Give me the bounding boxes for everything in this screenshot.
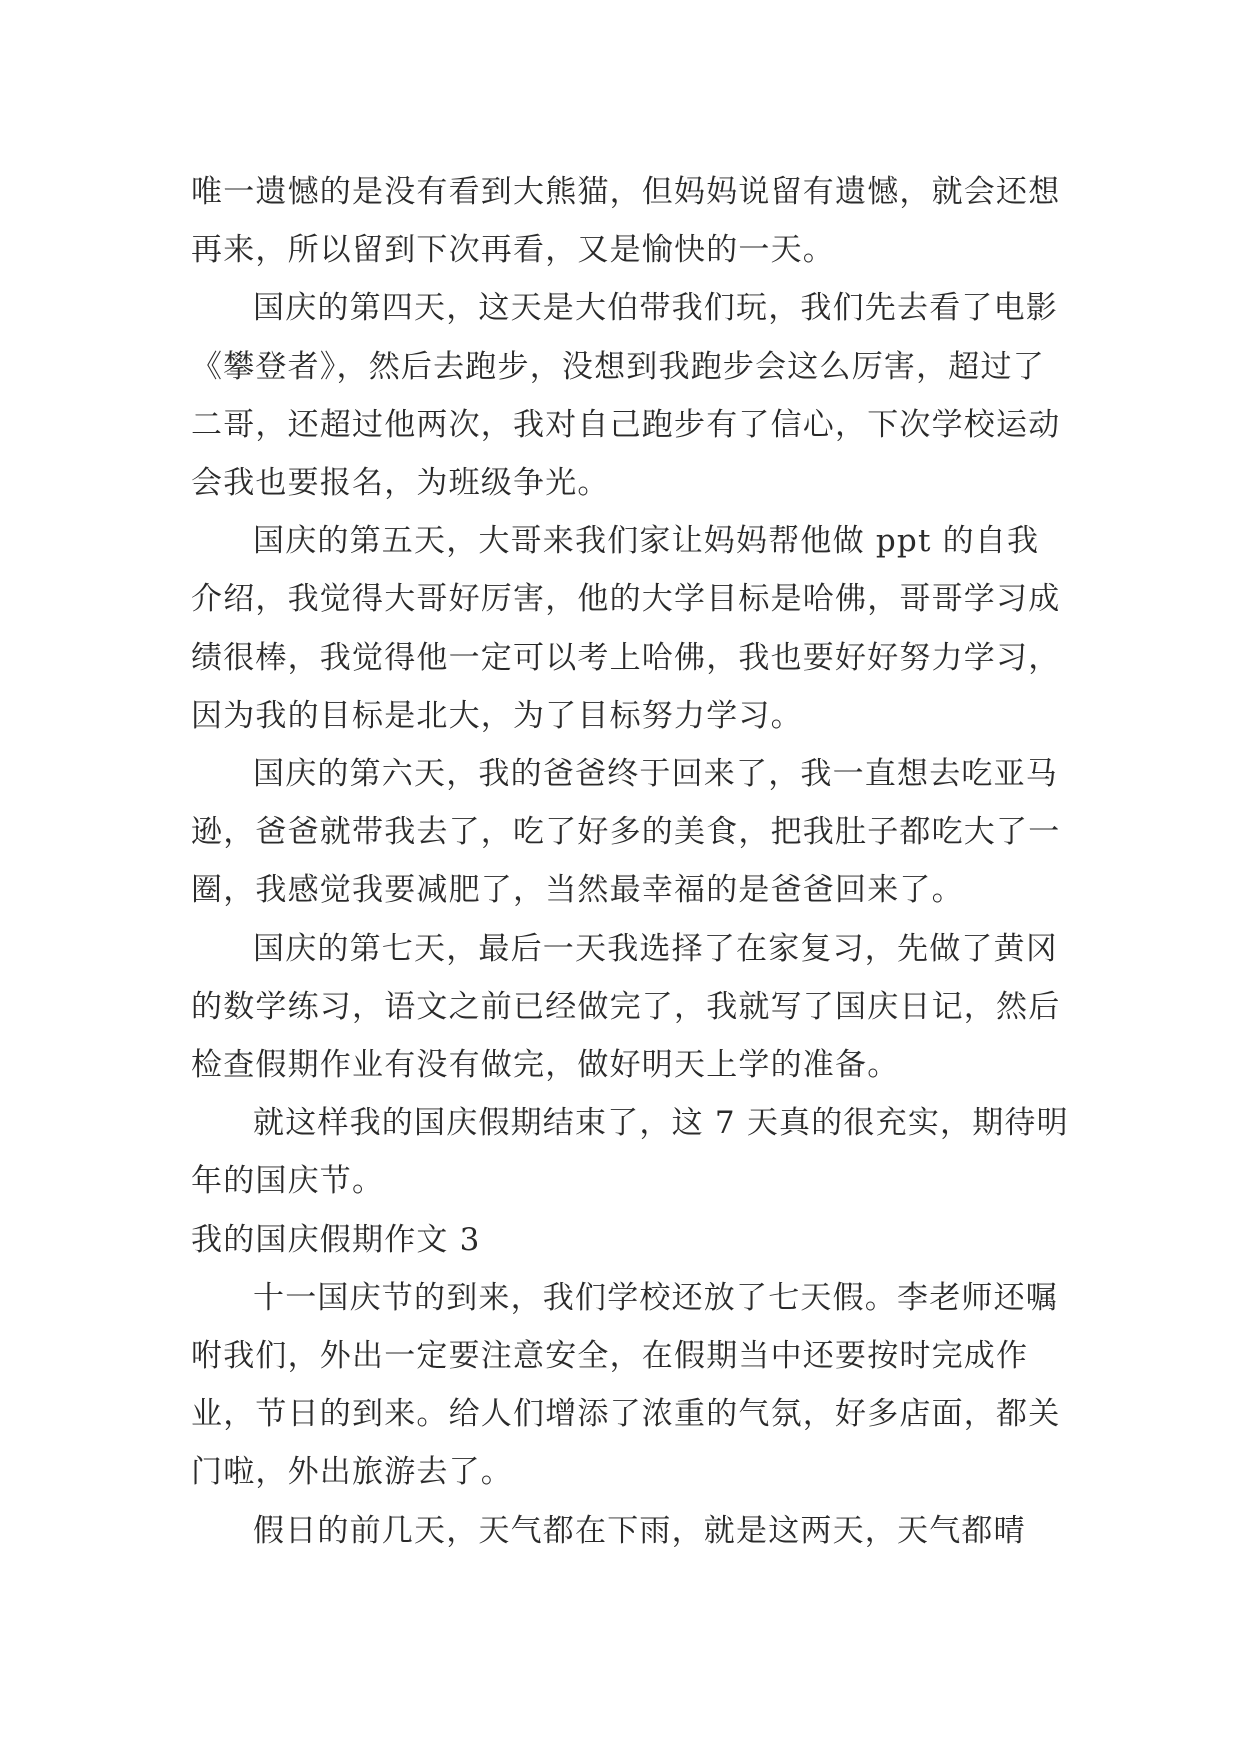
paragraph: 十一国庆节的到来，我们学校还放了七天假。李老师还嘱咐我们，外出一定要注意安全，在假期当中还要按时完成作业，节日的到来。给人们增添了浓重的气氛，好多店面，都关门啦，外出旅游去了。 xyxy=(191,1279,1061,1491)
paragraph: 国庆的第五天，大哥来我们家让妈妈帮他做 ppt 的自我介绍，我觉得大哥好厉害，他的大学目标是哈佛，哥哥学习成绩很棒，我觉得他一定可以考上哈佛，我也要好好努力学习，因为我的目标是北大，为了目标努力学习。 xyxy=(191,523,1061,734)
paragraph: 国庆的第四天，这天是大伯带我们玩，我们先去看了电影《攀登者》，然后去跑步，没想到我跑步会这么厉害，超过了二哥，还超过他两次，我对自己跑步有了信心，下次学校运动会我也要报名，为班级争光。 xyxy=(191,290,1061,502)
paragraph: 国庆的第七天，最后一天我选择了在家复习，先做了黄冈的数学练习，语文之前已经做完了，我就写了国庆日记，然后检查假期作业有没有做完，做好明天上学的准备。 xyxy=(191,930,1061,1084)
document-body xyxy=(191,163,1071,1560)
paragraph: 唯一遗憾的是没有看到大熊猫，但妈妈说留有遗憾，就会还想再来，所以留到下次再看，又是愉快的一天。 xyxy=(191,174,1061,269)
paragraph: 假日的前几天，天气都在下雨，就是这两天，天气都晴 xyxy=(253,1512,1026,1549)
section-heading: 我的国庆假期作文 3 xyxy=(191,1221,481,1258)
paragraph: 国庆的第六天，我的爸爸终于回来了，我一直想去吃亚马逊，爸爸就带我去了，吃了好多的美食，把我肚子都吃大了一圈，我感觉我要减肥了，当然最幸福的是爸爸回来了。 xyxy=(191,756,1061,909)
paragraph: 就这样我的国庆假期结束了，这 7 天真的很充实，期待明年的国庆节。 xyxy=(191,1105,1069,1200)
